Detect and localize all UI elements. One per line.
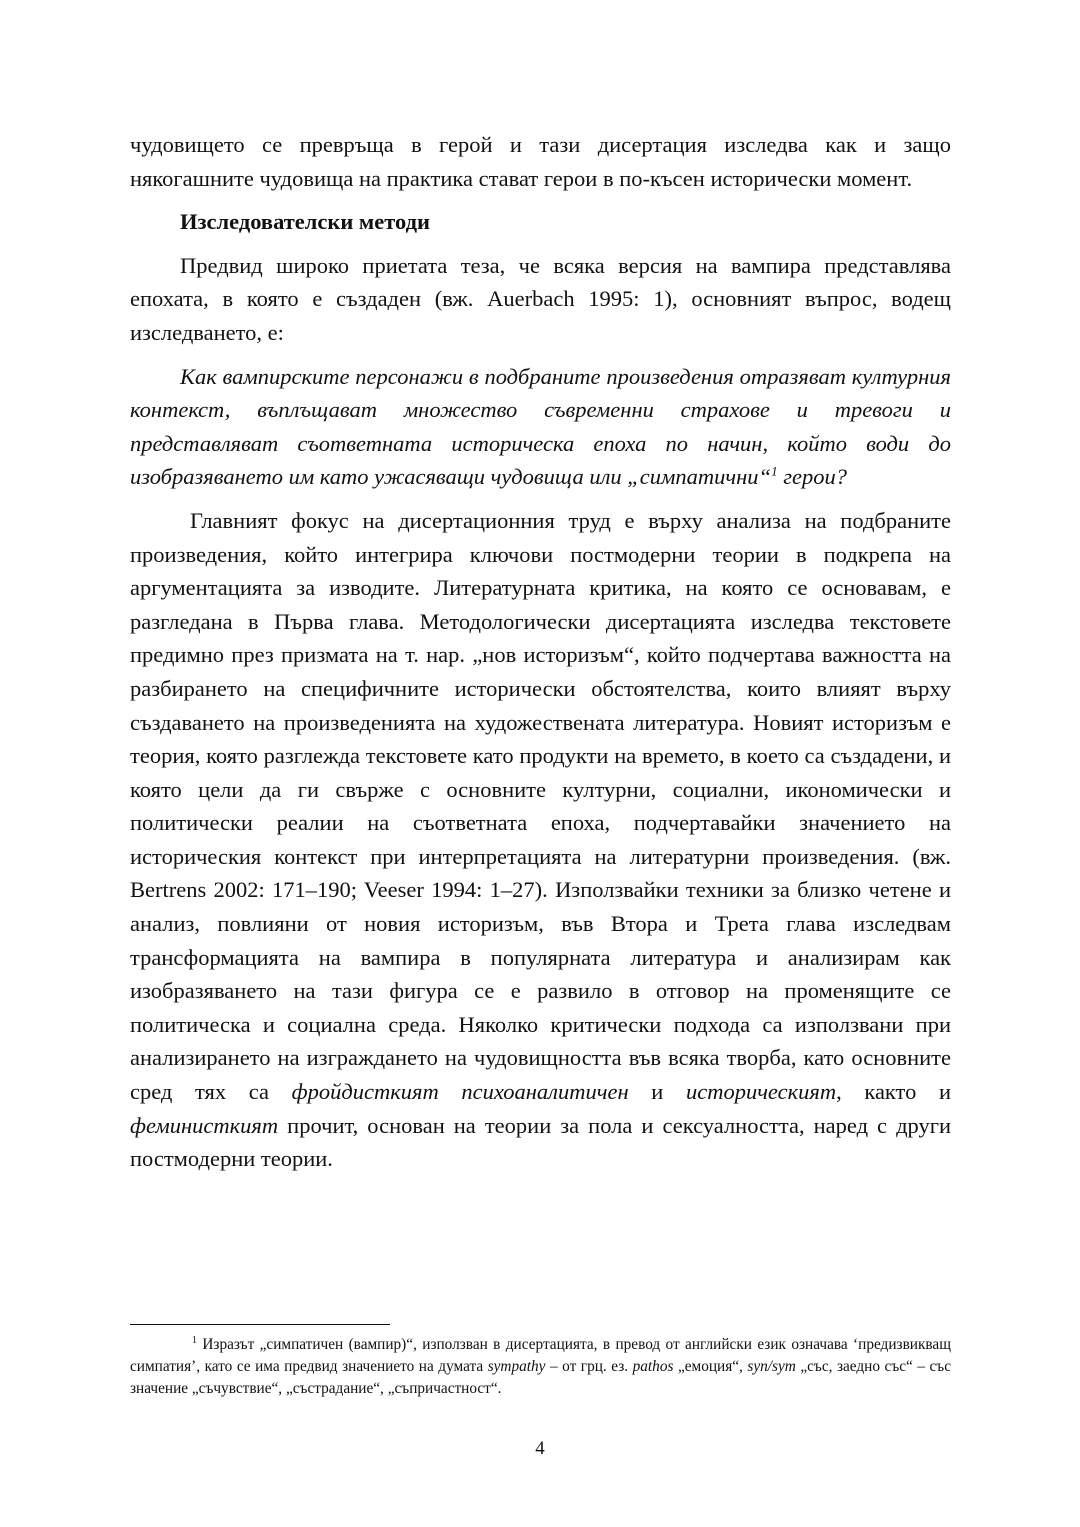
- footnote-text-1: Изразът „симпатичен (вампир)“, използван в дисертацията, в превод от английски език означава ‘предизвикващ симпатия’, като се има предвид значението на думата: [130, 1336, 951, 1375]
- footnote: [130, 1334, 951, 1400]
- methods-italic-1: фройдисткият психоаналитичен: [291, 1079, 629, 1105]
- section-heading: Изследователски методи: [180, 209, 430, 235]
- methods-italic-2: историческият: [685, 1079, 837, 1105]
- paragraph-research-question-intro: Предвид широко приетата теза, че всяка версия на вампира представлява епохата, в която е създаден (вж. Auerbach 1995: 1), основният въпрос, водещ изследването, е:: [130, 252, 951, 345]
- page-number: 4: [535, 1438, 545, 1459]
- quote-text: Как вампирските персонажи в подбраните произведения отразяват културния контекст, въплъщават множество съвременни страхове и тревоги и представляват съответната историческа епоха по начин, който води до изобразяването им като ужасяващи чудовища или „симпатични“: [130, 363, 951, 490]
- footnote-italic-1: sympathy: [487, 1358, 546, 1375]
- page-body: [130, 128, 951, 1176]
- footnote-number: 1: [192, 1334, 197, 1346]
- footnote-separator: [130, 1324, 390, 1325]
- paragraph-intro: чудовището се превръща в герой и тази дисертация изследва как и защо някогашните чудовища на практика стават герои в по-късен исторически момент.: [130, 132, 951, 191]
- methods-text-4: прочит, основан на теории за пола и сексуалността, наред с други постмодерни теории.: [130, 1112, 951, 1172]
- footnote-italic-2: pathos: [632, 1358, 674, 1375]
- methods-italic-3: феминисткият: [130, 1112, 279, 1138]
- footnote-text-2: – от грц. ез.: [545, 1358, 633, 1375]
- methods-text-2: и: [628, 1079, 686, 1105]
- methods-text-1: Главният фокус на дисертационния труд е върху анализа на подбраните произведения, който интегрира ключови постмодерни теории в подкрепа на аргументацията за изводите. Литературната критика, на която се основавам, е разгледана в Първа глава. Методологически дисертацията изследва текстовете предимно през призмата на т. нар. „нов историзъм“, който подчертава важността на разбирането на специфичните исторически обстоятелства, които влияят върху създаването на произведенията на художествената литература. Новият историзъм е теория, която разглежда текстовете като продукти на времето, в което са създадени, и която цели да ги свърже с основните културни, социални, икономически и политически реалии на съответната епоха, подчертавайки значението на историческия контекст при интерпретацията на литературни произведения. (вж. Bertrens 2002: 171–190; Veeser 1994: 1–27). Използвайки техники за близко четене и анализ, повлияни от новия историзъм, във Втора и Трета глава изследвам трансформацията на вампира в популярната литература и анализирам как изобразяването на тази фигура се е развило в отговор на променящите се политическа и социална среда. Няколко критически подхода са използвани при анализирането на изграждането на чудовищността във всяка творба, като основните сред тях са: [130, 507, 951, 1105]
- footnote-reference: 1: [771, 463, 778, 479]
- footnote-text-4: „със, заедно със“ – със значение „съчувствие“, „състрадание“, „съпричастност“.: [130, 1358, 951, 1397]
- research-question-quote: [130, 360, 951, 494]
- quote-text-end: герои?: [777, 464, 847, 490]
- paragraph-methods: [130, 504, 951, 1176]
- footnote-text-3: „емоция“,: [673, 1358, 748, 1375]
- footnote-italic-3: syn/sym: [747, 1358, 796, 1375]
- methods-text-3: , както и: [836, 1079, 952, 1105]
